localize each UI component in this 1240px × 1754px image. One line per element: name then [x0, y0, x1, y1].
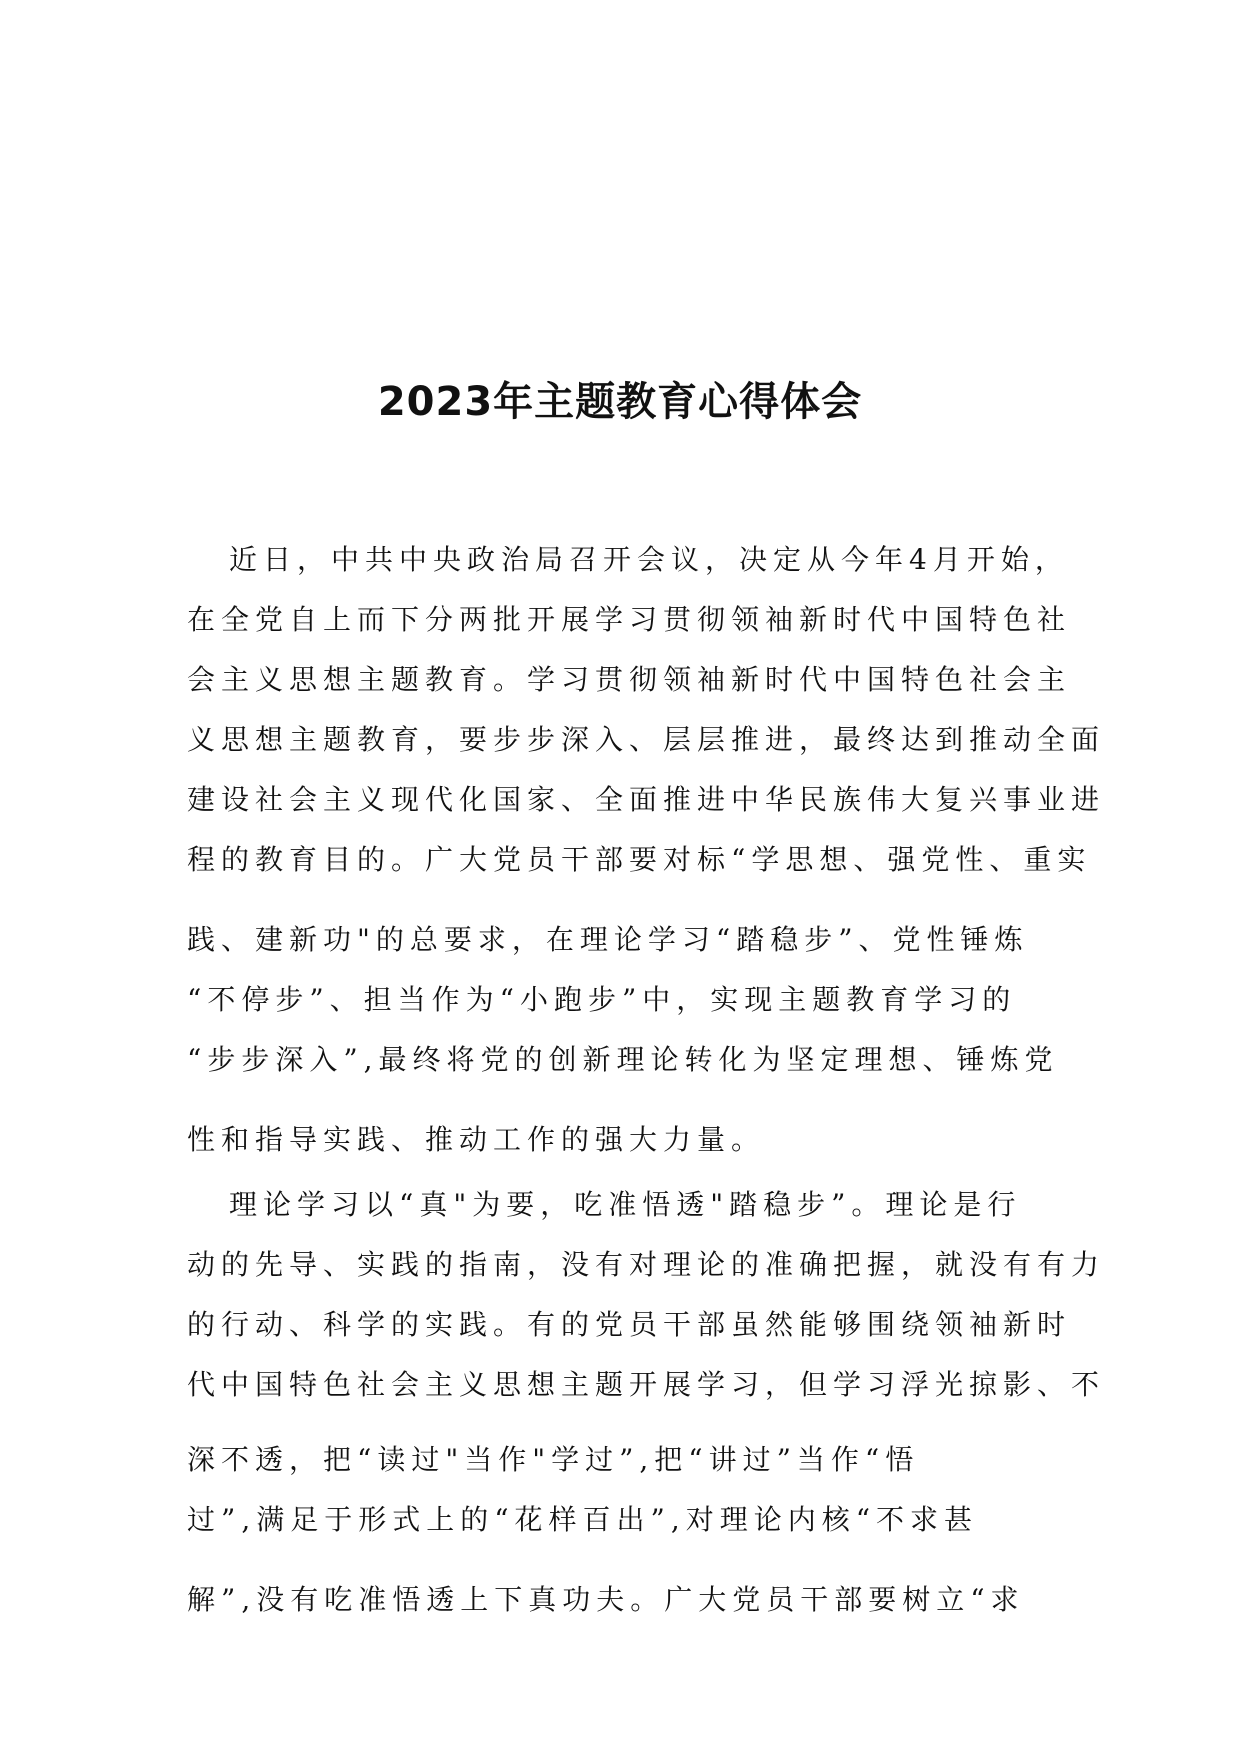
paragraph-line: 践、建新功"的总要求，在理论学习“踏稳步”、党性锤炼 — [187, 923, 1029, 956]
paragraph-line: 近日，中共中央政治局召开会议，决定从今年4月开始， — [229, 543, 1069, 576]
paragraph-line: 的行动、科学的实践。有的党员干部虽然能够围绕领袖新时 — [187, 1308, 1072, 1341]
paragraph-line: 性和指导实践、推动工作的强大力量。 — [187, 1123, 766, 1156]
document-title: 2023年主题教育心得体会 — [377, 379, 863, 425]
paragraph-line: 解”,没有吃准悟透上下真功夫。广大党员干部要树立“求 — [187, 1583, 1025, 1616]
paragraph-line: 在全党自上而下分两批开展学习贯彻领袖新时代中国特色社 — [187, 603, 1072, 636]
paragraph-line: 动的先导、实践的指南，没有对理论的准确把握，就没有有力 — [187, 1248, 1106, 1281]
paragraph-line: 理论学习以“真"为要，吃准悟透"踏稳步”。理论是行 — [229, 1188, 1022, 1221]
paragraph-line: 深不透，把“读过"当作"学过”,把“讲过”当作“悟 — [187, 1443, 920, 1476]
paragraph-line: 代中国特色社会主义思想主题开展学习，但学习浮光掠影、不 — [187, 1368, 1106, 1401]
paragraph-line: 会主义思想主题教育。学习贯彻领袖新时代中国特色社会主 — [187, 663, 1072, 696]
paragraph-line: 程的教育目的。广大党员干部要对标“学思想、强党性、重实 — [187, 843, 1092, 876]
paragraph-line: “步步深入”,最终将党的创新理论转化为坚定理想、锤炼党 — [187, 1043, 1059, 1076]
paragraph-line: 建设社会主义现代化国家、全面推进中华民族伟大复兴事业进 — [187, 783, 1106, 816]
paragraph-line: “不停步”、担当作为“小跑步”中，实现主题教育学习的 — [187, 983, 1017, 1016]
paragraph-line: 义思想主题教育，要步步深入、层层推进，最终达到推动全面 — [187, 723, 1106, 756]
paragraph-line: 过”,满足于形式上的“花样百出”,对理论内核“不求甚 — [187, 1503, 979, 1536]
